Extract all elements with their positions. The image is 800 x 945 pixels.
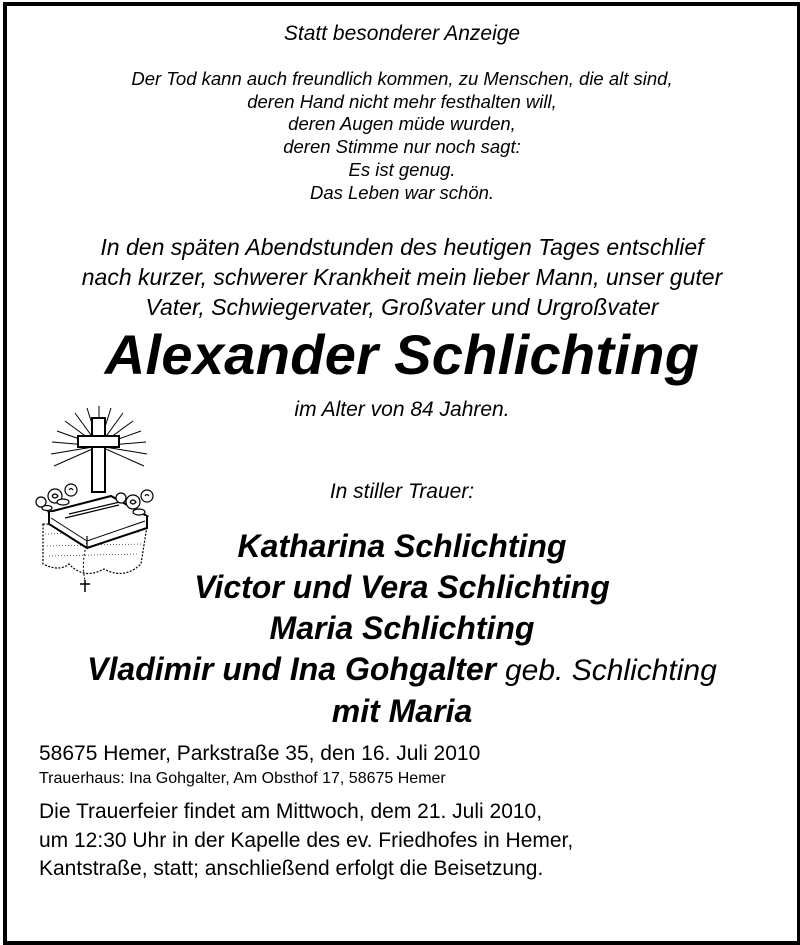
mourner-name: Vladimir und Ina Gohgalter <box>87 651 497 687</box>
obituary-notice <box>3 2 800 945</box>
location-date: 58675 Hemer, Parkstraße 35, den 16. Juli 2010 <box>39 742 481 765</box>
intro-line: nach kurzer, schwerer Krankheit mein lieber Mann, unser guter <box>81 264 723 290</box>
intro-line: Vater, Schwiegervater, Großvater und Urgroßvater <box>145 294 659 320</box>
deceased-name: Alexander Schlichting <box>104 323 700 386</box>
mourner-name: Katharina Schlichting <box>237 528 567 564</box>
intro-line: In den späten Abendstunden des heutigen Tages entschlief <box>100 234 704 260</box>
service-details <box>39 798 573 884</box>
intro-text <box>7 232 797 322</box>
mourning-label: In stiller Trauer: <box>329 480 475 503</box>
poem-line: deren Augen müde wurden, <box>288 113 516 135</box>
notice-header: Statt besonderer Anzeige <box>283 22 521 45</box>
poem-line: deren Stimme nur noch sagt: <box>283 136 521 158</box>
poem-line: Das Leben war schön. <box>309 181 495 203</box>
trauerhaus-address: Trauerhaus: Ina Gohgalter, Am Obsthof 17, 58675 Hemer <box>39 770 446 787</box>
poem-line: Es ist genug. <box>348 158 456 180</box>
service-line: Kantstraße, statt; anschließend erfolgt die Beisetzung. <box>39 857 544 880</box>
service-line: Die Trauerfeier findet am Mittwoch, dem 21. Juli 2010, <box>39 800 543 823</box>
maiden-name: geb. Schlichting <box>505 654 717 687</box>
mourners-list <box>7 526 797 732</box>
mourner-name: Maria Schlichting <box>269 610 535 646</box>
poem <box>7 68 797 204</box>
poem-line: Der Tod kann auch freundlich kommen, zu Menschen, die alt sind, <box>131 68 673 89</box>
service-line: um 12:30 Uhr in der Kapelle des ev. Friedhofes in Hemer, <box>39 828 574 852</box>
poem-line: deren Hand nicht mehr festhalten will, <box>247 90 557 112</box>
mourner-name: mit Maria <box>331 693 473 729</box>
mourner-line <box>7 649 797 691</box>
mourner-name: Victor und Vera Schlichting <box>194 569 610 605</box>
age-line: im Alter von 84 Jahren. <box>294 398 510 421</box>
